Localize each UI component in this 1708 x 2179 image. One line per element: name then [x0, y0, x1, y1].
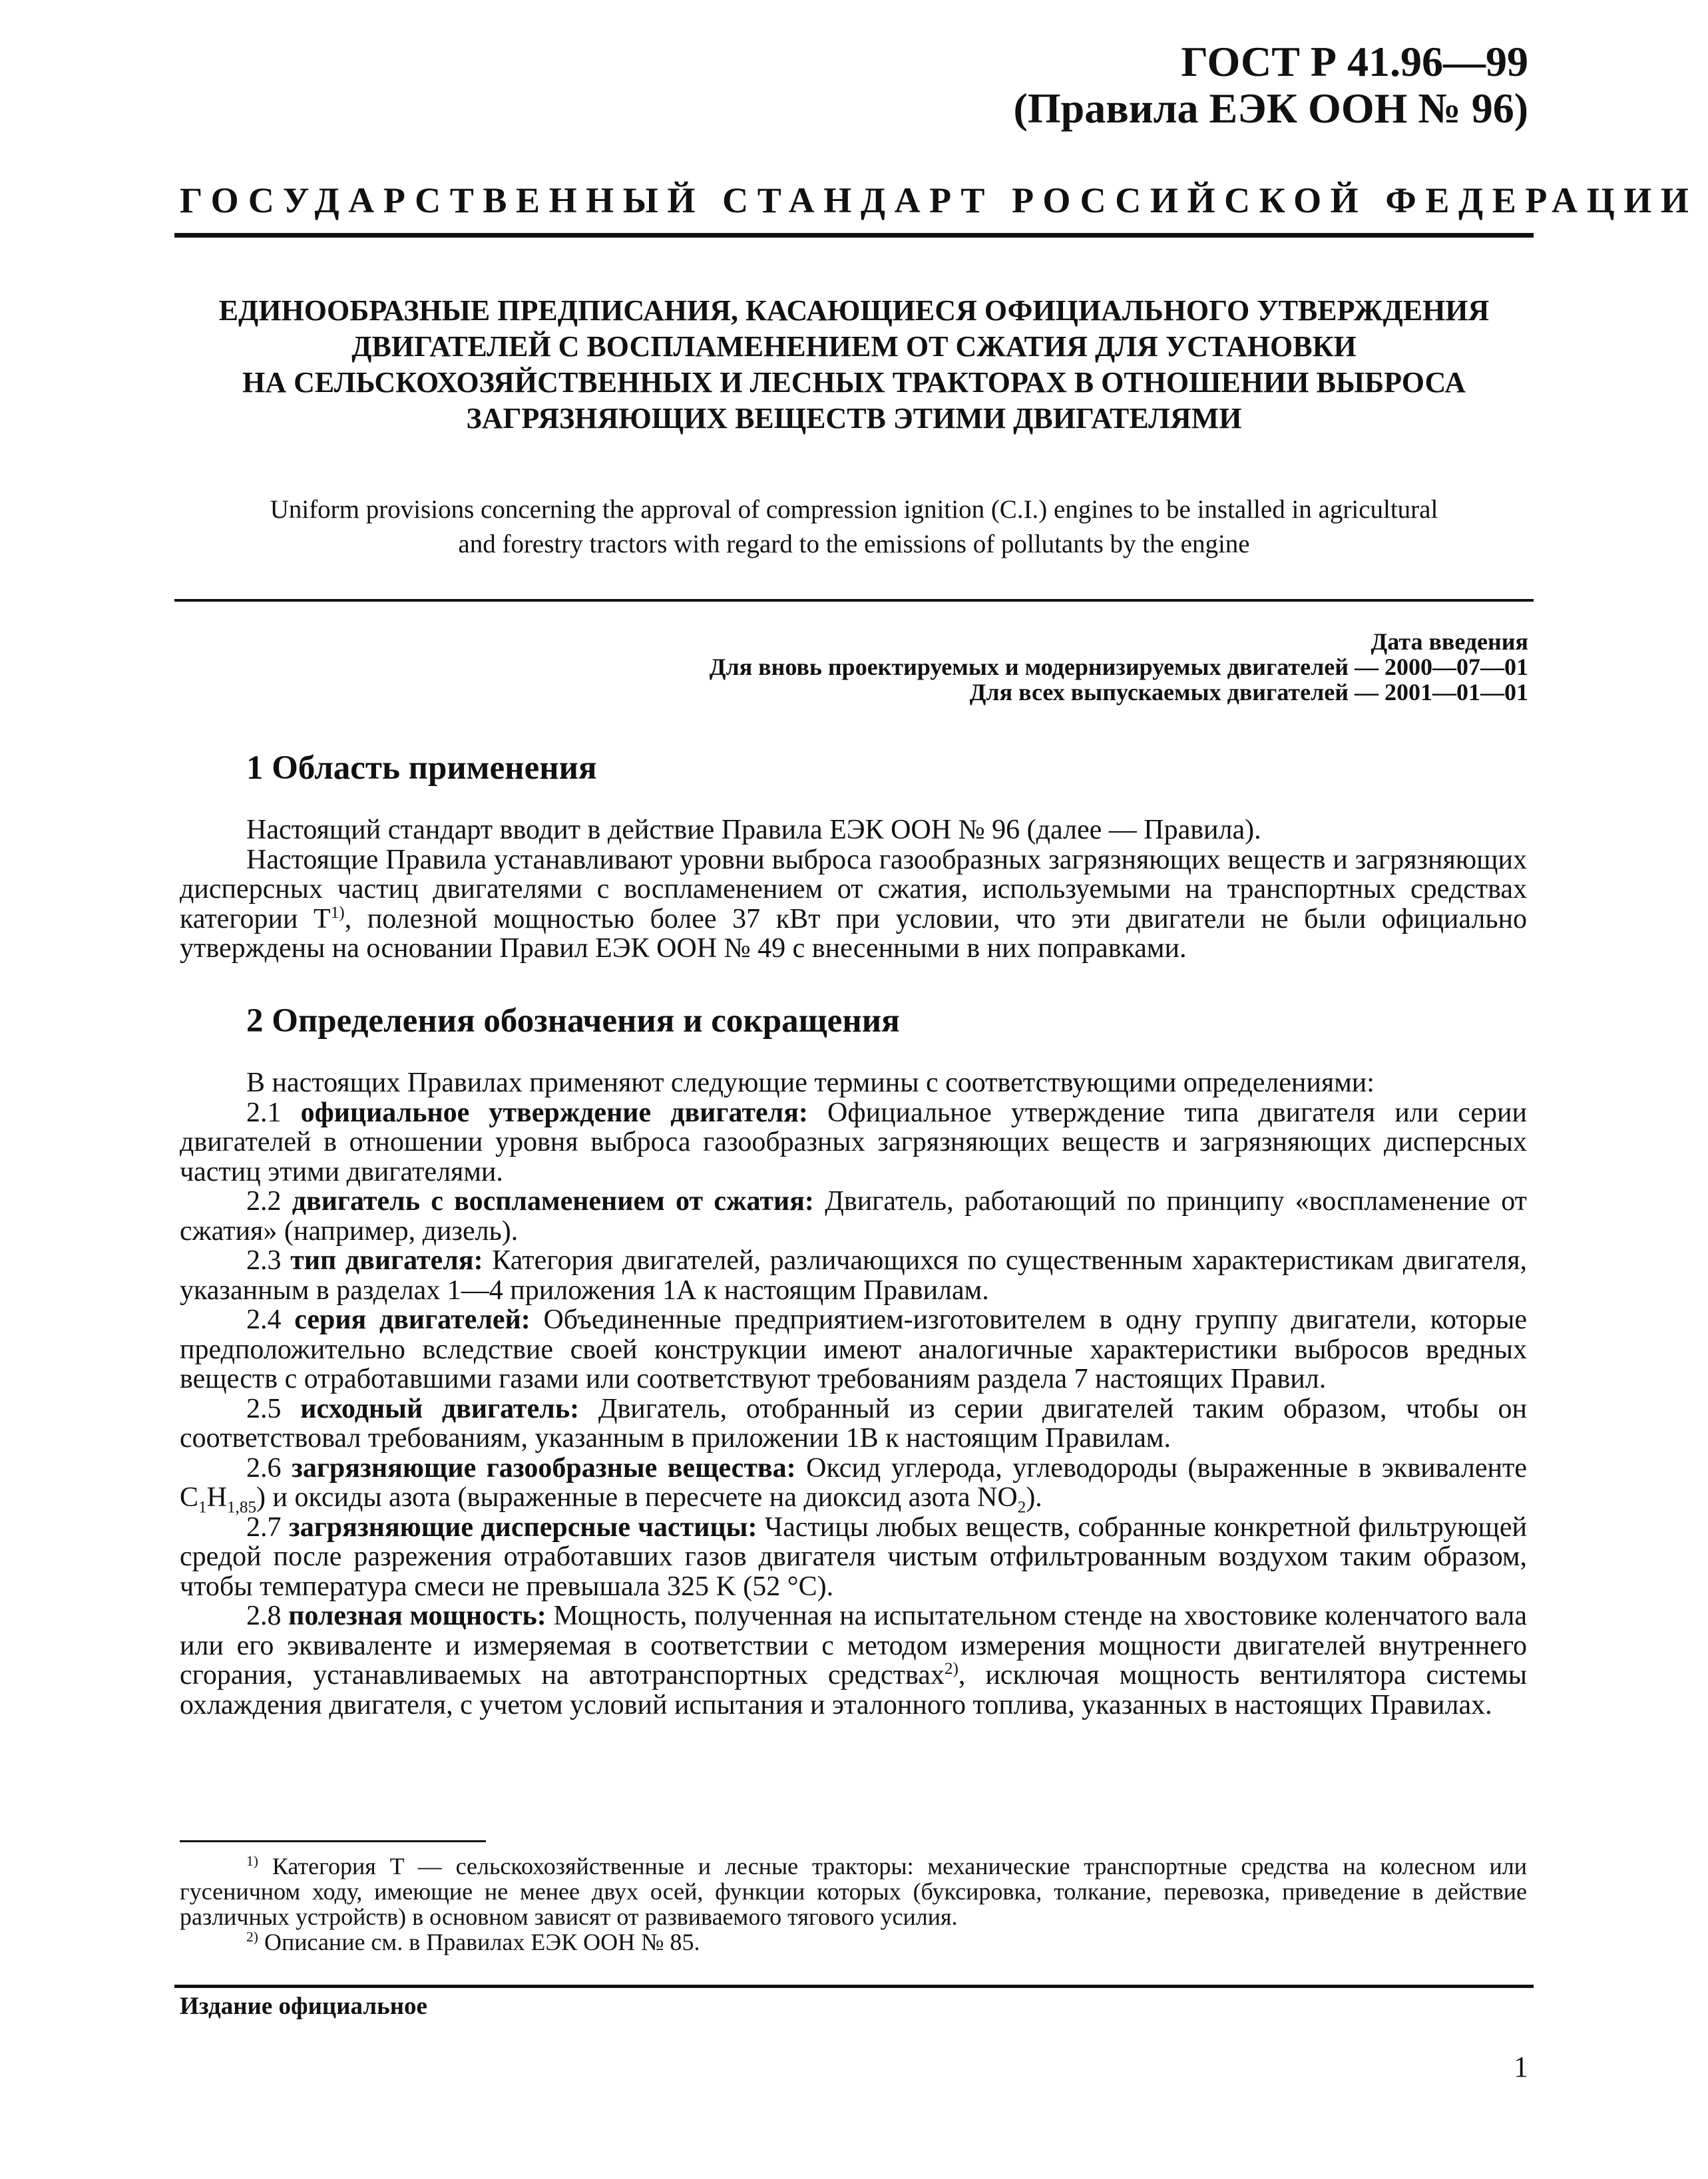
title-line: ЕДИНООБРАЗНЫЕ ПРЕДПИСАНИЯ, КАСАЮЩИЕСЯ ОФИЦИАЛЬНОГО УТВЕРЖДЕНИЯ — [218, 294, 1490, 327]
title-line: ДВИГАТЕЛЕЙ С ВОСПЛАМЕНЕНИЕМ ОТ СЖАТИЯ ДЛЯ УСТАНОВКИ — [351, 330, 1357, 363]
definition-2-7: 2.7 загрязняющие дисперсные частицы: Частицы любых веществ, собранные конкретной фильтрующей средой после разрежения отработавших газов двигателя чистым отфильтрованным воздухом таким образом, чтобы температура смеси не превышала 325 K (52 °C). — [180, 1511, 1528, 1602]
definition-2-5: 2.5 исходный двигатель: Двигатель, отобранный из серии двигателей таким образом, чтобы он соответствовал требованиям, указанным в приложении 1В к настоящим Правилам. — [180, 1393, 1527, 1454]
footer-rule — [174, 1985, 1534, 1988]
state-standard-heading: ГОСУДАРСТВЕННЫЙ СТАНДАРТ РОССИЙСКОЙ ФЕДЕРАЦИИ — [180, 180, 1698, 220]
section-1-heading: 1 Область применения — [246, 749, 597, 787]
footnote-rule — [180, 1840, 486, 1842]
definition-2-4: 2.4 серия двигателей: Объединенные предприятием-изготовителем в одну группу двигатели, которые предположительно вследствие своей конструкции имеют аналогичные характеристики выбросов вредных веществ с отработавшими газами или соответствуют требованиям раздела 7 настоящих Правил. — [180, 1304, 1527, 1394]
effective-date-all-engines: Для всех выпускаемых двигателей — 2001—01—01 — [969, 679, 1528, 705]
footnotes — [180, 1854, 1527, 1955]
header-rule — [174, 233, 1534, 238]
footnote-1: $^{1)}$ Категория T — сельскохозяйственные и лесные тракторы: механические транспортные средства на колесном или гусеничном ходу, имеющие не менее двух осей, функции которых (буксировка, толкание, перевозка, приведение в действие различных устройств) в основном зависят от развиваемого тягового усилия. — [180, 1853, 1527, 1930]
rules-reference: (Правила ЕЭК ООН № 96) — [1013, 85, 1528, 132]
definition-2-8: 2.8 полезная мощность: Мощность, полученная на испытательном стенде на хвостовике коленчатого вала или его эквиваленте и измеряемая в соответствии с методом измерения мощности двигателей внутреннего сгорания, устанавливаемых на автотранспортных средствах$^{2)}$, исключая мощность вентилятора системы охлаждения двигателя, с учетом условий испытания и эталонного топлива, указанных в настоящих Правилах. — [180, 1601, 1528, 1720]
english-title-line: and forestry tractors with regard to the emissions of pollutants by the engine — [458, 530, 1250, 558]
footnote-2: $^{2)}$ Описание см. в Правилах ЕЭК ООН № 85. — [246, 1929, 700, 1955]
definition-2-1: 2.1 официальное утверждение двигателя: Официальное утверждение типа двигателя или серии двигателей в отношении уровня выброса газообразных загрязняющих веществ и загрязняющих дисперсных частиц этими двигателями. — [180, 1097, 1528, 1187]
standard-code: ГОСТ Р 41.96—99 — [1181, 38, 1528, 85]
effective-dates — [710, 629, 1528, 705]
section-2-body — [180, 1068, 1527, 1720]
english-title — [180, 493, 1528, 562]
title-line: НА СЕЛЬСКОХОЗЯЙСТВЕННЫХ И ЛЕСНЫХ ТРАКТОРАХ В ОТНОШЕНИИ ВЫБРОСА — [242, 366, 1466, 399]
document-title — [180, 293, 1528, 437]
page-number: 1 — [1514, 2051, 1528, 2083]
section-1-body — [180, 815, 1527, 964]
effective-date-label: Дата введения — [1371, 628, 1528, 655]
definition-2-3: 2.3 тип двигателя: Категория двигателей, различающихся по существенным характеристикам двигателя, указанным в разделах 1—4 приложения 1А к настоящим Правилам. — [180, 1245, 1528, 1306]
section-2-heading: 2 Определения обозначения и сокращения — [246, 1002, 900, 1040]
definition-2-6: 2.6 загрязняющие газообразные вещества: Оксид углерода, углеводороды (выраженные в эквиваленте $C_1H_{1,85}$) и оксиды азота (выраженные в пересчете на диоксид азота $NO_2$). — [180, 1452, 1527, 1517]
official-edition-label: Издание официальное — [180, 1993, 427, 2020]
title-line: ЗАГРЯЗНЯЮЩИХ ВЕЩЕСТВ ЭТИМИ ДВИГАТЕЛЯМИ — [466, 402, 1242, 435]
paragraph: В настоящих Правилах применяют следующие термины с соответствующими определениями: — [246, 1068, 1375, 1098]
paragraph: Настоящие Правила устанавливают уровни выброса газообразных загрязняющих веществ и загрязняющих дисперсных частиц двигателями с воспламенением от сжатия, используемыми на транспортных средствах категории $T^{1)}$, полезной мощностью более 37 кВт при условии, что эти двигатели не были официально утверждены на основании Правил ЕЭК ООН № 49 с внесенными в них поправками. — [180, 844, 1528, 964]
title-rule — [174, 599, 1534, 602]
effective-date-new-engines: Для вновь проектируемых и модернизируемых двигателей — 2000—07—01 — [709, 654, 1528, 680]
english-title-line: Uniform provisions concerning the approval of compression ignition (C.I.) engines to be installed in agricultural — [270, 495, 1438, 524]
paragraph: Настоящий стандарт вводит в действие Правила ЕЭК ООН № 96 (далее — Правила). — [246, 815, 1261, 845]
standard-code-block — [1014, 39, 1529, 132]
definition-2-2: 2.2 двигатель с воспламенением от сжатия: Двигатель, работающий по принципу «воспламенение от сжатия» (например, дизель). — [180, 1186, 1528, 1247]
